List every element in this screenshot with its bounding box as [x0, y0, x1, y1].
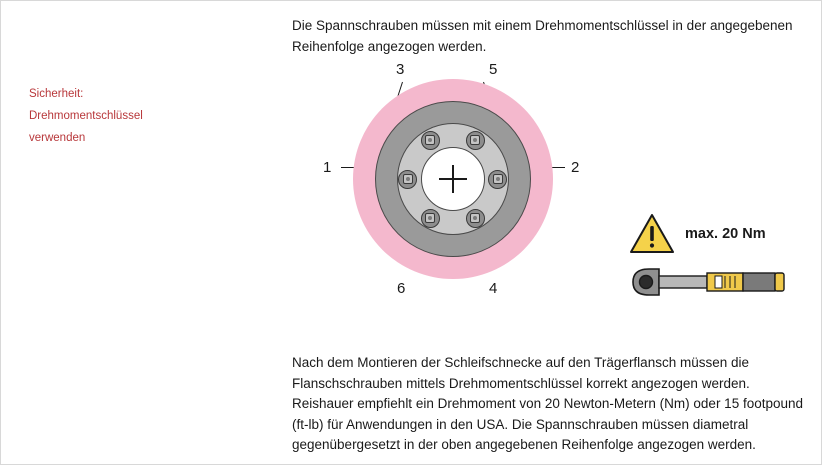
- margin-safety-note: [29, 83, 239, 149]
- torque-wrench-icon: [629, 265, 789, 299]
- margin-note-line-1: Sicherheit:: [29, 88, 84, 100]
- warning-triangle-icon: [629, 213, 675, 255]
- bolt-number-4: 4: [489, 280, 498, 297]
- flange-drawing: [353, 79, 553, 279]
- flange-bolt-sequence-diagram: [301, 59, 611, 329]
- bottom-paragraph: Nach dem Montieren der Schleifschnecke auf den Trägerflansch müssen die Flanschschrauben mittels Drehmomentschlüssel korrekt angezogen werden. Reishauer empfiehlt ein Drehmoment von 20 Newton-Metern (Nm) oder 15 footpound (ft-lb) für Anwendungen in den USA. Die Spannschrauben müssen diametral gegenübergesetzt in der oben angegebenen Reihenfolge angezogen werden.: [292, 355, 804, 452]
- bolt-head-3: [421, 131, 440, 150]
- torque-warning-block: [629, 213, 799, 303]
- torque-value-label: max. 20 Nm: [685, 226, 766, 242]
- bolt-number-6: 6: [397, 280, 406, 297]
- bolt-head-1: [398, 170, 417, 189]
- margin-note-line-3: verwenden: [29, 132, 86, 144]
- bolt-number-2: 2: [571, 159, 580, 176]
- margin-note-line-2: Drehmomentschlüssel: [29, 110, 143, 122]
- bolt-number-3: 3: [396, 61, 405, 78]
- bolt-number-5: 5: [489, 61, 498, 78]
- bolt-number-1: 1: [323, 159, 332, 176]
- bolt-head-6: [421, 209, 440, 228]
- bolt-head-5: [466, 131, 485, 150]
- center-cross-icon: [439, 165, 467, 193]
- bolt-head-4: [466, 209, 485, 228]
- top-paragraph: Die Spannschrauben müssen mit einem Drehmomentschlüssel in der angegebenen Reihenfolge angezogen werden.: [292, 18, 793, 54]
- bolt-head-2: [488, 170, 507, 189]
